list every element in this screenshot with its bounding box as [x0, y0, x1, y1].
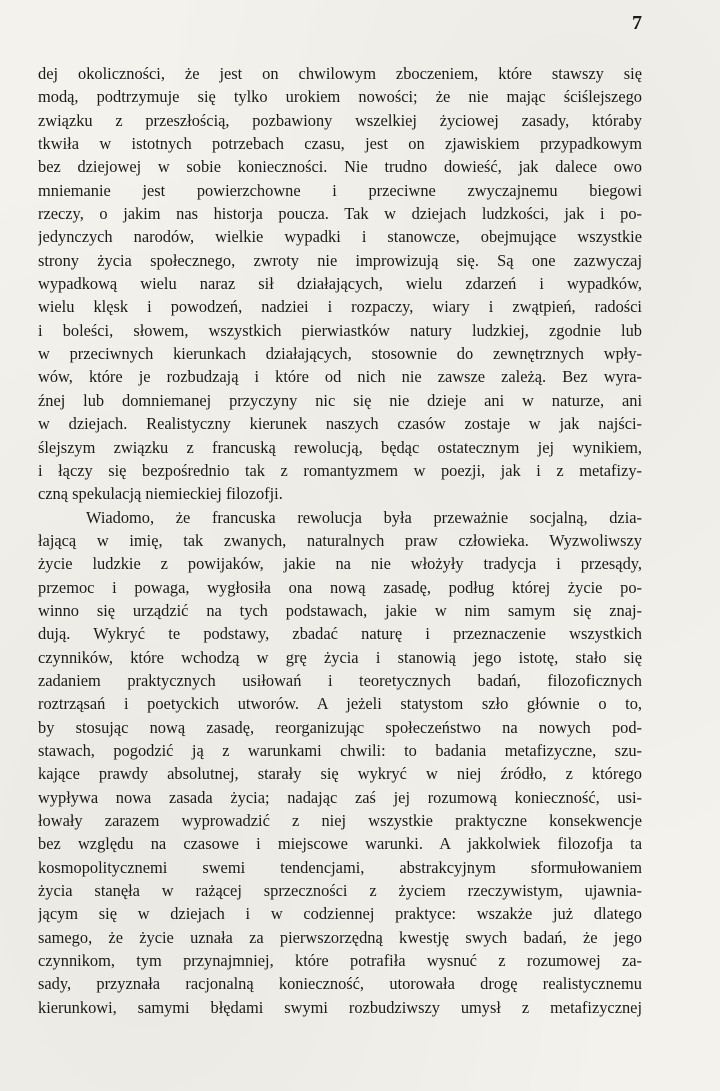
text-line: łającą w imię, tak zwanych, naturalnych praw człowieka. Wyzwoliwszy — [38, 530, 642, 550]
text-line: rzeczy, o jakim nas historja poucza. Tak w dziejach ludzkości, jak i po- — [38, 204, 642, 224]
text-line: tkwiła w istotnych potrzebach czasu, jest on zjawiskiem przypadkowym — [38, 134, 642, 154]
text-line: modą, podtrzymuje się tylko urokiem nowości; że nie mając ściślejszego — [38, 87, 642, 107]
text-line: Wiadomo, że francuska rewolucja była przeważnie socjalną, dzia- — [86, 507, 642, 527]
text-line: stawach, pogodzić ją z warunkami chwili: to badania metafizyczne, szu- — [38, 740, 642, 760]
text-line: i łączy się bezpośrednio tak z romantyzmem w poezji, jak i z metafizy- — [38, 460, 642, 480]
text-line: jedynczych narodów, wielkie wypadki i stanowcze, obejmujące wszystkie — [38, 227, 642, 247]
text-line: kierunkowi, samymi błędami swymi rozbudziwszy umysł z metafizycznej — [38, 997, 642, 1017]
text-line: życia stanęła w rażącej sprzeczności z życiem rzeczywistym, ujawnia- — [38, 881, 642, 901]
text-line: w dziejach. Realistyczny kierunek naszych czasów zostaje w jak najści- — [38, 414, 642, 434]
text-line: źnej lub domniemanej przyczyny nic się nie dzieje ani w naturze, ani — [38, 390, 642, 410]
text-line: czynników, które wchodzą w grę życia i stanowią jego istotę, stało się — [38, 647, 642, 667]
text-line: wielu klęsk i powodzeń, nadziei i rozpaczy, wiary i zwątpień, radości — [38, 297, 642, 317]
text-line: kające prawdy absolutnej, starały się wykryć w niej źródło, z którego — [38, 764, 642, 784]
text-line: czną spekulacją niemieckiej filozofji. — [38, 484, 283, 504]
text-line: zadaniem praktycznych usiłowań i teoretycznych badań, filozoficznych — [38, 670, 642, 690]
text-line: strony życia społecznego, zwroty nie improwizują się. Są one zazwyczaj — [38, 250, 642, 270]
text-line: przemoc i powaga, wygłosiła ona nową zasadę, podług której życie po- — [38, 577, 642, 597]
text-line: sady, przyznała racjonalną konieczność, utorowała drogę realistycznemu — [38, 974, 642, 994]
text-line: wypływa nowa zasada życia; nadając zaś jej rozumową konieczność, usi- — [38, 787, 642, 807]
text-line: dej okoliczności, że jest on chwilowym zboczeniem, które stawszy się — [38, 64, 642, 83]
page-number: 7 — [632, 12, 642, 34]
text-line: kosmopolitycznemi swemi tendencjami, abstrakcyjnym sformułowaniem — [38, 857, 642, 877]
text-line: łowały zarazem wyprowadzić z niej wszystkie praktyczne konsekwencje — [38, 811, 642, 830]
text-line: roztrząsań i poetyckich utworów. A jeżeli statystom szło głównie o to, — [38, 694, 642, 714]
body-text — [38, 62, 642, 1019]
text-line: bez dziejowej w sobie konieczności. Nie trudno dowieść, jak dalece owo — [38, 157, 642, 177]
text-line: jącym się w dziejach i w codziennej praktyce: wszakże już dlatego — [38, 904, 642, 924]
text-line: mniemanie jest powierzchowne i przeciwne zwyczajnemu biegowi — [38, 180, 642, 200]
text-line: wów, które je rozbudzają i które od nich nie zawsze zależą. Bez wyra- — [38, 367, 642, 387]
text-line: wypadkową wielu naraz sił działających, wielu zdarzeń i wypadków, — [38, 274, 642, 294]
text-line: winno się urządzić na tych podstawach, jakie w nim samym się znaj- — [38, 600, 642, 620]
text-line: dują. Wykryć te podstawy, zbadać naturę i przeznaczenie wszystkich — [38, 624, 642, 644]
text-line: czynnikom, tym przynajmniej, które potrafiła wysnuć z rozumowej za- — [38, 951, 642, 971]
text-line: ślejszym związku z francuską rewolucją, będąc ostatecznym jej wynikiem, — [38, 437, 642, 457]
text-line: by stosując nową zasadę, reorganizując społeczeństwo na nowych pod- — [38, 717, 642, 737]
text-line: życie ludzkie z powijaków, jakie na nie włożyły tradycja i przesądy, — [38, 554, 642, 574]
text-line: i boleści, słowem, wszystkich pierwiastków natury ludzkiej, zgodnie lub — [38, 320, 642, 340]
text-line: związku z przeszłością, pozbawiony wszelkiej życiowej zasady, któraby — [38, 110, 642, 130]
text-line: bez względu na czasowe i miejscowe warunki. A jakkolwiek filozofja ta — [38, 834, 642, 854]
text-line: samego, że życie uznała za pierwszorzędną kwestję swych badań, że jego — [38, 927, 642, 947]
text-line: w przeciwnych kierunkach działających, stosownie do zewnętrznych wpły- — [38, 344, 642, 364]
